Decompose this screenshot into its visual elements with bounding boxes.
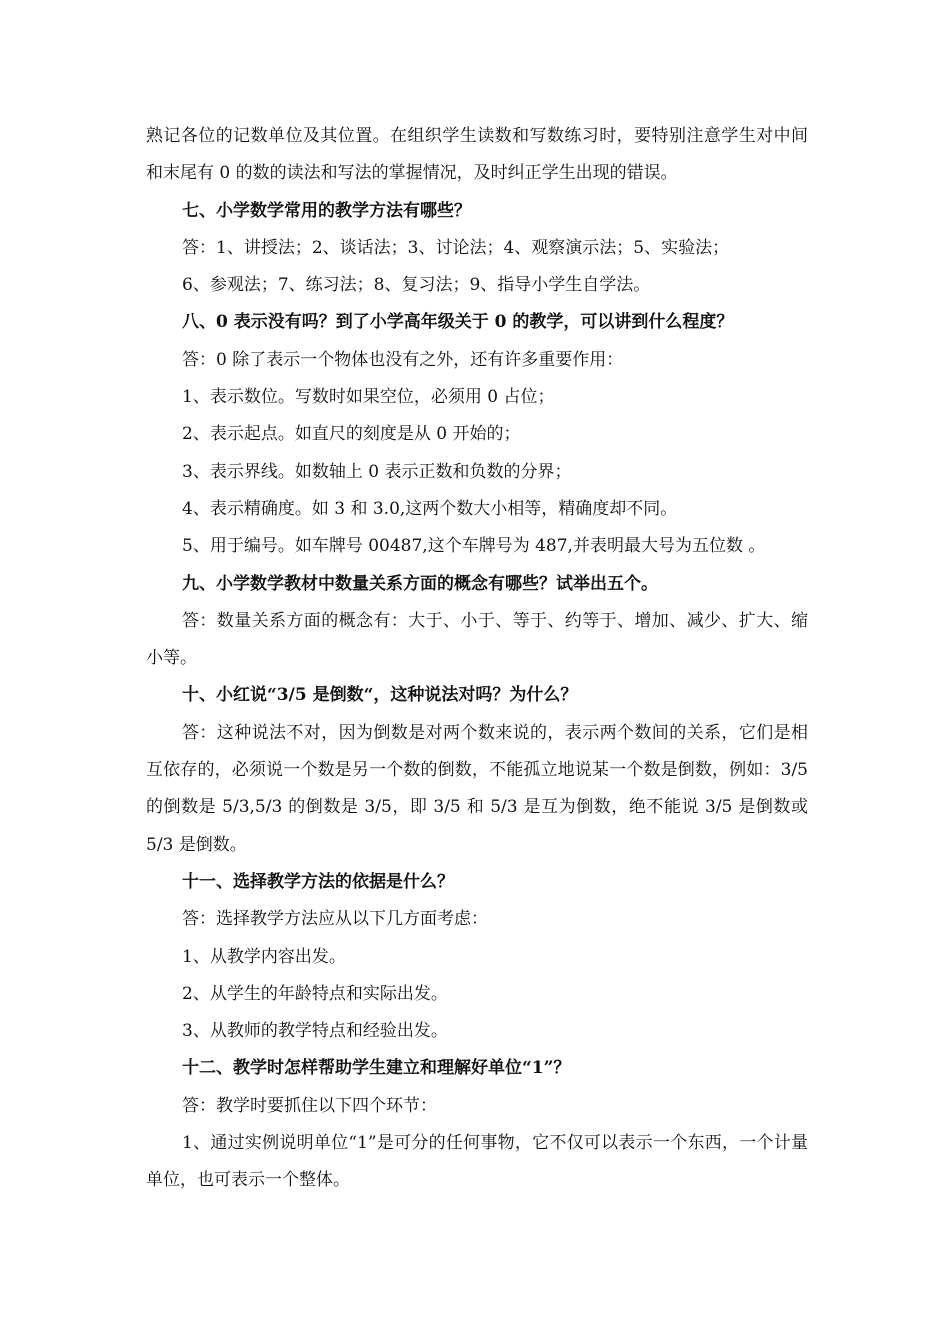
paragraph-continued: 熟记各位的记数单位及其位置。在组织学生读数和写数练习时，要特别注意学生对中间和末尾有 0 的数的读法和写法的掌握情况，及时纠正学生出现的错误。 — [146, 126, 808, 184]
answer-7-line-2: 6、参观法；7、练习法；8、复习法；9、指导小学生自学法。 — [182, 275, 651, 296]
answer-12-intro: 答：教学时要抓住以下四个环节： — [182, 1095, 437, 1116]
heading-question-8: 八、0 表示没有吗？到了小学高年级关于 0 的教学，可以讲到什么程度？ — [182, 312, 734, 333]
answer-8-intro: 答：0 除了表示一个物体也没有之外，还有许多重要作用： — [182, 349, 624, 370]
answer-12-item-1: 1、通过实例说明单位“1”是可分的任何事物，它不仅可以表示一个东西，一个计量单位，也可表示一个整体。 — [146, 1133, 808, 1191]
answer-11-item-3: 3、从教师的教学特点和经验出发。 — [182, 1021, 448, 1042]
answer-8-item-1: 1、表示数位。写数时如果空位，必须用 0 占位； — [182, 387, 555, 408]
heading-question-10: 十、小红说“3/5 是倒数“，这种说法对吗？为什么？ — [182, 685, 578, 706]
answer-8-item-3: 3、表示界线。如数轴上 0 表示正数和负数的分界； — [182, 461, 572, 482]
answer-11-intro: 答：选择教学方法应从以下几方面考虑： — [182, 909, 488, 930]
answer-8-item-2: 2、表示起点。如直尺的刻度是从 0 开始的； — [182, 424, 521, 445]
answer-7-line-1: 答：1、讲授法；2、谈话法；3、讨论法；4、观察演示法；5、实验法； — [182, 237, 730, 258]
heading-question-11: 十一、选择教学方法的依据是什么？ — [182, 871, 454, 892]
heading-question-9: 九、小学数学教材中数量关系方面的概念有哪些？试举出五个。 — [182, 573, 658, 594]
answer-9: 答：数量关系方面的概念有：大于、小于、等于、约等于、增加、减少、扩大、缩小等。 — [146, 610, 808, 669]
answer-8-item-5: 5、用于编号。如车牌号 00487,这个车牌号为 487,并表明最大号为五位数 。 — [182, 536, 766, 557]
answer-10: 答：这种说法不对，因为倒数是对两个数来说的，表示两个数间的关系，它们是相互依存的，必须说一个数是另一个数的倒数，不能孤立地说某一个数是倒数，例如：3/5 的倒数是 5/3,5/3 的倒数是 3/5，即 3/5 和 5/3 是互为倒数，绝不能说 3/5 是倒数或 5/3 是倒数。 — [146, 722, 808, 855]
answer-11-item-2: 2、从学生的年龄特点和实际出发。 — [182, 983, 448, 1004]
answer-11-item-1: 1、从教学内容出发。 — [182, 946, 346, 967]
heading-question-7: 七、小学数学常用的教学方法有哪些？ — [182, 200, 471, 221]
heading-question-12: 十二、教学时怎样帮助学生建立和理解好单位“1”？ — [182, 1058, 571, 1079]
document-page — [146, 118, 808, 1200]
answer-8-item-4: 4、表示精确度。如 3 和 3.0,这两个数大小相等，精确度却不同。 — [182, 498, 678, 519]
